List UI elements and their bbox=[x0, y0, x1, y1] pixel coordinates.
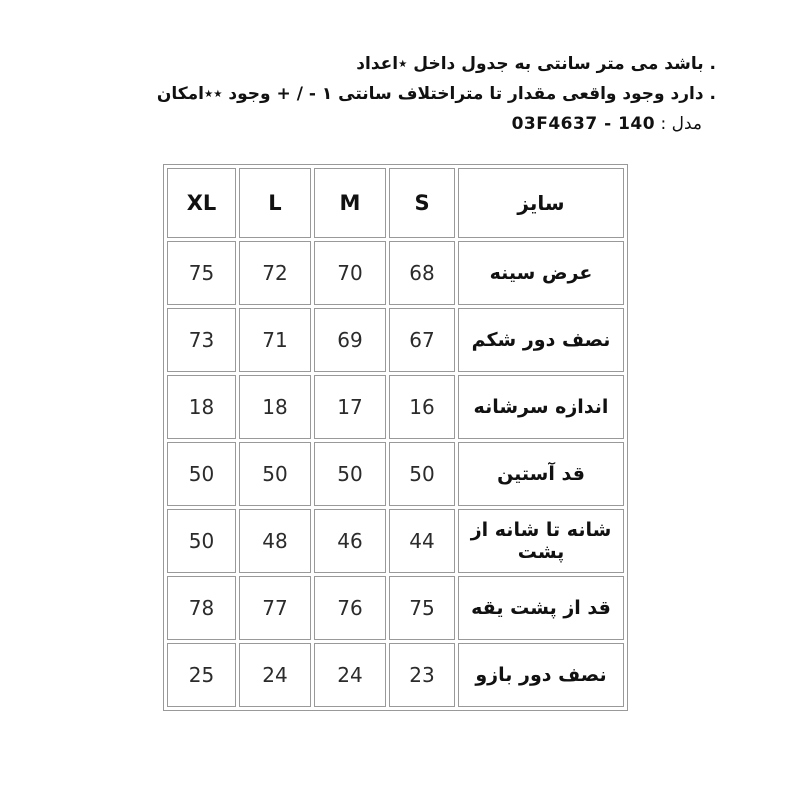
value-s: 67 bbox=[389, 308, 455, 372]
notes-block bbox=[157, 49, 716, 139]
value-xl: 78 bbox=[167, 576, 236, 640]
value-m: 70 bbox=[314, 241, 386, 305]
header-size-s: S bbox=[389, 168, 455, 238]
value-s: 44 bbox=[389, 509, 455, 573]
measurement-label: اندازه سرشانه bbox=[458, 375, 624, 439]
table-row bbox=[167, 576, 624, 640]
table-row bbox=[167, 442, 624, 506]
value-m: 46 bbox=[314, 509, 386, 573]
value-l: 72 bbox=[239, 241, 311, 305]
value-l: 50 bbox=[239, 442, 311, 506]
value-m: 76 bbox=[314, 576, 386, 640]
value-m: 69 bbox=[314, 308, 386, 372]
header-size-label: سایز bbox=[458, 168, 624, 238]
measurement-label: قد آستین bbox=[458, 442, 624, 506]
value-l: 77 bbox=[239, 576, 311, 640]
value-xl: 73 bbox=[167, 308, 236, 372]
table-row bbox=[167, 375, 624, 439]
value-l: 48 bbox=[239, 509, 311, 573]
measurement-label: قد از پشت یقه bbox=[458, 576, 624, 640]
table-row bbox=[167, 308, 624, 372]
size-chart-table bbox=[163, 164, 628, 711]
value-m: 17 bbox=[314, 375, 386, 439]
table-row bbox=[167, 509, 624, 573]
value-l: 71 bbox=[239, 308, 311, 372]
value-s: 16 bbox=[389, 375, 455, 439]
value-m: 24 bbox=[314, 643, 386, 707]
header-size-l: L bbox=[239, 168, 311, 238]
header-size-m: M bbox=[314, 168, 386, 238]
value-s: 50 bbox=[389, 442, 455, 506]
value-l: 24 bbox=[239, 643, 311, 707]
value-xl: 50 bbox=[167, 442, 236, 506]
value-s: 75 bbox=[389, 576, 455, 640]
value-l: 18 bbox=[239, 375, 311, 439]
model-label: : مدل bbox=[660, 114, 702, 134]
value-xl: 18 bbox=[167, 375, 236, 439]
header-size-xl: XL bbox=[167, 168, 236, 238]
measurement-label: نصف دور بازو bbox=[458, 643, 624, 707]
model-number: 03F4637 - 140 bbox=[511, 114, 656, 134]
value-s: 23 bbox=[389, 643, 455, 707]
value-s: 68 bbox=[389, 241, 455, 305]
value-xl: 75 bbox=[167, 241, 236, 305]
note-tolerance: ٭٭امکان وجود + / - ۱ سانتی متراختلاف تا مقدار واقعی وجود دارد . bbox=[156, 84, 716, 104]
measurement-label: عرض سینه bbox=[458, 241, 624, 305]
note-units-centimeter: ٭اعداد داخل جدول به سانتی متر می باشد . bbox=[356, 54, 716, 74]
table-row bbox=[167, 241, 624, 305]
measurement-label: شانه تا شانه از پشت bbox=[458, 509, 624, 573]
value-xl: 25 bbox=[167, 643, 236, 707]
value-xl: 50 bbox=[167, 509, 236, 573]
measurement-label: نصف دور شکم bbox=[458, 308, 624, 372]
header-row bbox=[167, 168, 624, 238]
table-row bbox=[167, 643, 624, 707]
value-m: 50 bbox=[314, 442, 386, 506]
model-line bbox=[157, 109, 716, 139]
